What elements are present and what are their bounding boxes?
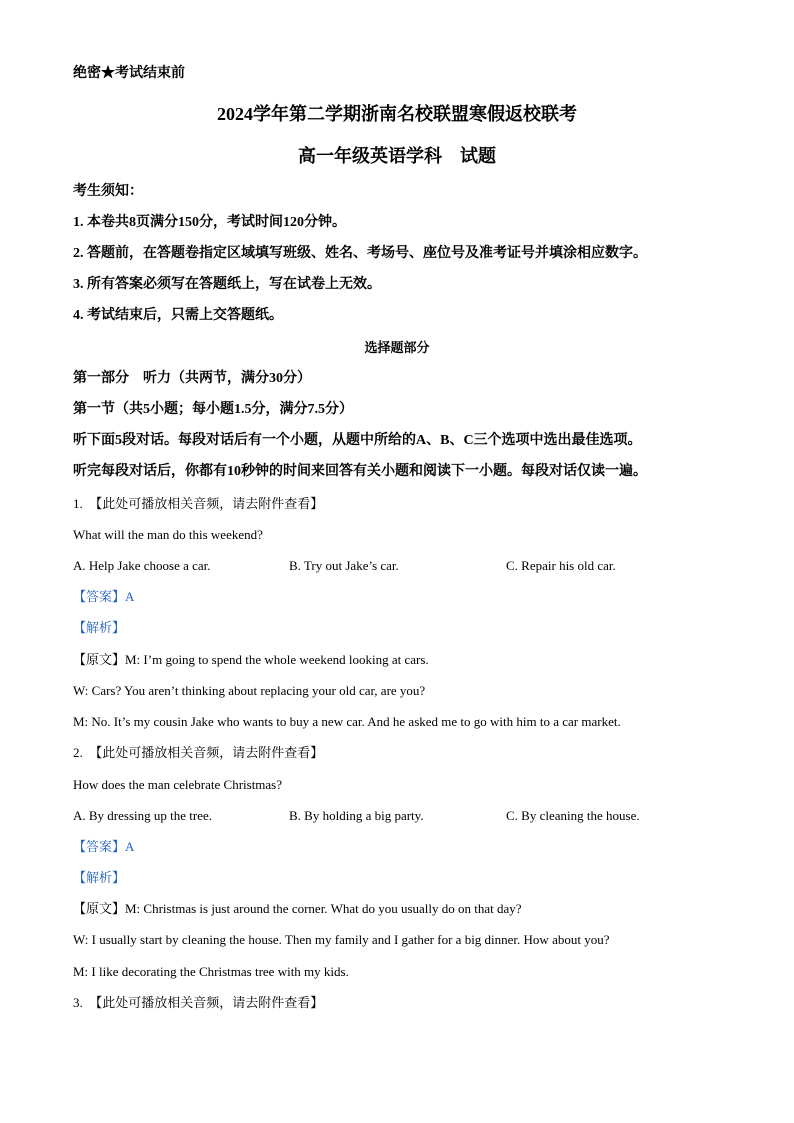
transcript-line: 【原文】M: I’m going to spend the whole weekend looking at cars. bbox=[73, 652, 429, 667]
answer-label: 【答案】A bbox=[73, 589, 135, 604]
question-stem: How does the man celebrate Christmas? bbox=[73, 777, 283, 792]
answer-label: 【答案】A bbox=[73, 839, 135, 854]
question-head: 3. 【此处可播放相关音频，请去附件查看】 bbox=[73, 995, 324, 1010]
transcript-line: 【原文】M: Christmas is just around the corner. What do you usually do on that day? bbox=[73, 901, 522, 916]
transcript-line: W: Cars? You aren’t thinking about replacing your old car, are you? bbox=[73, 683, 426, 698]
question-stem: What will the man do this weekend? bbox=[73, 527, 263, 542]
instruction-line: 听完每段对话后，你都有10秒钟的时间来回答有关小题和阅读下一小题。每段对话仅读一遍。 bbox=[73, 464, 647, 479]
notice-item: 4. 考试结束后，只需上交答题纸。 bbox=[73, 308, 283, 323]
transcript-line: M: I like decorating the Christmas tree with my kids. bbox=[73, 964, 349, 979]
option-a: A. By dressing up the tree. bbox=[73, 808, 213, 823]
option-a: A. Help Jake choose a car. bbox=[73, 558, 211, 573]
option-c: C. Repair his old car. bbox=[506, 558, 616, 573]
option-b: B. Try out Jake’s car. bbox=[289, 558, 399, 573]
section1-heading: 第一节（共5小题；每小题1.5分，满分7.5分） bbox=[73, 402, 353, 417]
notice-heading: 考生须知： bbox=[73, 184, 143, 199]
question-head: 1. 【此处可播放相关音频，请去附件查看】 bbox=[73, 496, 324, 511]
notice-item: 1. 本卷共8页满分150分，考试时间120分钟。 bbox=[73, 215, 346, 230]
exam-title: 2024学年第二学期浙南名校联盟寒假返校联考 bbox=[217, 104, 577, 124]
transcript-line: M: No. It’s my cousin Jake who wants to buy a new car. And he asked me to go with him to a car market. bbox=[73, 714, 621, 729]
question-head: 2. 【此处可播放相关音频，请去附件查看】 bbox=[73, 745, 324, 760]
secret-label: 绝密★考试结束前 bbox=[73, 66, 185, 81]
exam-subtitle: 高一年级英语学科 试题 bbox=[298, 146, 496, 166]
part-title: 选择题部分 bbox=[364, 340, 430, 355]
part1-heading: 第一部分 听力（共两节，满分30分） bbox=[73, 371, 311, 386]
instruction-line: 听下面5段对话。每段对话后有一个小题，从题中所给的A、B、C三个选项中选出最佳选项。 bbox=[73, 433, 642, 448]
option-b: B. By holding a big party. bbox=[289, 808, 424, 823]
analysis-label: 【解析】 bbox=[73, 870, 126, 885]
notice-item: 2. 答题前，在答题卷指定区域填写班级、姓名、考场号、座位号及准考证号并填涂相应数字。 bbox=[73, 246, 647, 261]
notice-item: 3. 所有答案必须写在答题纸上，写在试卷上无效。 bbox=[73, 277, 381, 292]
option-c: C. By cleaning the house. bbox=[506, 808, 640, 823]
analysis-label: 【解析】 bbox=[73, 620, 126, 635]
transcript-line: W: I usually start by cleaning the house. Then my family and I gather for a big dinner. How about you? bbox=[73, 932, 610, 947]
